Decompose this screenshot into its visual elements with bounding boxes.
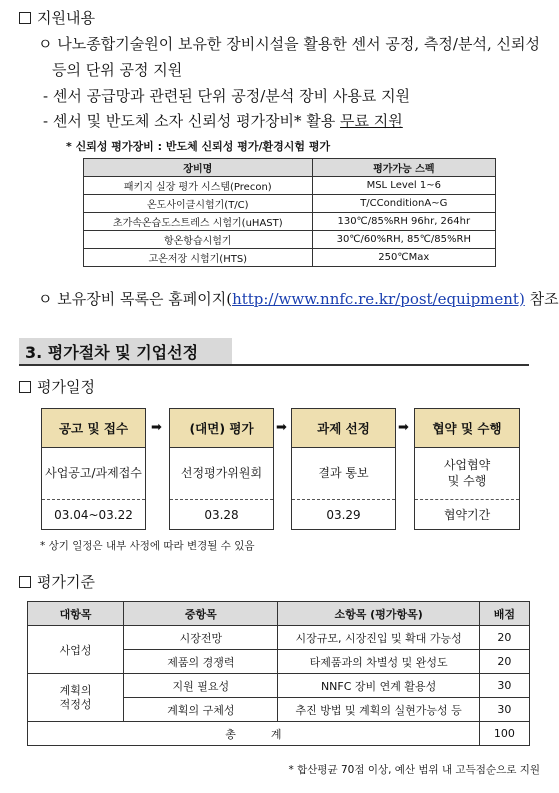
support-bullet-1-cont: 등의 단위 공정 지원 xyxy=(52,61,183,79)
circle-bullet-icon: ㅇ xyxy=(38,35,53,53)
step-desc: 사업협약 및 수행 xyxy=(415,447,519,500)
schedule-step-1 xyxy=(41,408,146,530)
checkbox-square-icon xyxy=(19,576,31,588)
support-heading: 지원내용 xyxy=(19,8,95,28)
circle-bullet-icon: ㅇ xyxy=(38,290,53,308)
support-bullet-1: ㅇ 나노종합기술원이 보유한 장비시설을 활용한 센서 공정, 측정/분석, 신뢰성 xyxy=(38,35,540,53)
step-date: 03.29 xyxy=(326,507,361,522)
table-row: 패키지 실장 평가 시스템(Precon) MSL Level 1~6 xyxy=(84,177,496,195)
schedule-step-3 xyxy=(291,408,396,530)
table-row: 고온저장 시험기(HTS) 250℃Max xyxy=(84,249,496,267)
arrow-right-icon: ➡ xyxy=(398,420,409,435)
total-score: 100 xyxy=(479,722,529,746)
table-row: 계획의 적정성 지원 필요성 NNFC 장비 연계 활용성 30 xyxy=(28,674,530,698)
criteria-heading: 평가기준 xyxy=(19,572,95,592)
step-title: 과제 선정 xyxy=(292,409,395,448)
criteria-table: 대항목 중항목 소항목 (평가항목) 배점 사업성 시장전망 시장규모, 시장진입 및 확대 가능성 20 제품의 경쟁력 타제품과의 차별성 및 완성도 20 계획의 적정성 지원 필요성 NNFC 장비 연계 활용성 30 계획의 구체성 추진 방법 및 계획의 실현가능성 등 30 총 계 100 xyxy=(27,601,530,746)
table-row: 초가속온습도스트레스 시험기(uHAST) 130℃/85%RH 96hr, 264hr xyxy=(84,213,496,231)
step-title: (대면) 평가 xyxy=(170,409,273,448)
support-bullet-2: ㅇ 보유장비 목록은 홈페이지(http://www.nnfc.re.kr/post/equipment) 참조 xyxy=(38,290,559,308)
equipment-list-link[interactable]: http://www.nnfc.re.kr/post/equipment) xyxy=(232,290,525,308)
free-support-text: 무료 지원 xyxy=(340,112,403,130)
total-row xyxy=(28,722,530,746)
spec-header-spec: 평가가능 스펙 xyxy=(312,159,495,177)
criteria-note: * 합산평균 70점 이상, 예산 범위 내 고득점순으로 지원 xyxy=(288,764,540,776)
table-row: 항온항습시험기 30℃/60%RH, 85℃/85%RH xyxy=(84,231,496,249)
schedule-step-4 xyxy=(414,408,520,530)
step-title: 공고 및 접수 xyxy=(42,409,145,448)
schedule-heading: 평가일정 xyxy=(19,377,95,397)
arrow-right-icon: ➡ xyxy=(276,420,287,435)
step-desc: 결과 통보 xyxy=(292,447,395,500)
equipment-spec-table xyxy=(83,158,496,267)
schedule-note: * 상기 일정은 내부 사정에 따라 변경될 수 있음 xyxy=(40,540,255,552)
major-item: 계획의 적정성 xyxy=(28,674,124,722)
table-row: 온도사이클시험기(T/C) T/CConditionA~G xyxy=(84,195,496,213)
arrow-right-icon: ➡ xyxy=(151,420,162,435)
step-date: 03.04~03.22 xyxy=(54,507,133,522)
total-label: 총 계 xyxy=(28,722,480,746)
checkbox-square-icon xyxy=(19,381,31,393)
support-dash-2: - 센서 및 반도체 소자 신뢰성 평가장비* 활용 무료 지원 xyxy=(43,112,403,130)
section-3-title: 3. 평가절차 및 기업선정 xyxy=(25,343,199,362)
step-desc: 사업공고/과제접수 xyxy=(42,447,145,500)
step-date: 협약기간 xyxy=(443,508,491,522)
schedule-step-2 xyxy=(169,408,274,530)
spec-header-name: 장비명 xyxy=(84,159,313,177)
checkbox-square-icon xyxy=(19,12,31,24)
table-row: 계획의 구체성 추진 방법 및 계획의 실현가능성 등 30 xyxy=(28,698,530,722)
step-desc: 선정평가위원회 xyxy=(170,447,273,500)
section-3-header xyxy=(19,338,529,366)
table-row: 제품의 경쟁력 타제품과의 차별성 및 완성도 20 xyxy=(28,650,530,674)
table-row: 사업성 시장전망 시장규모, 시장진입 및 확대 가능성 20 xyxy=(28,626,530,650)
support-dash-1: - 센서 공급망과 관련된 단위 공정/분석 장비 사용료 지원 xyxy=(43,87,411,105)
step-title: 협약 및 수행 xyxy=(415,409,519,448)
step-date: 03.28 xyxy=(204,507,239,522)
major-item: 사업성 xyxy=(28,626,124,674)
spec-caption: * 신뢰성 평가장비 : 반도체 신뢰성 평가/환경시험 평가 xyxy=(66,140,331,153)
